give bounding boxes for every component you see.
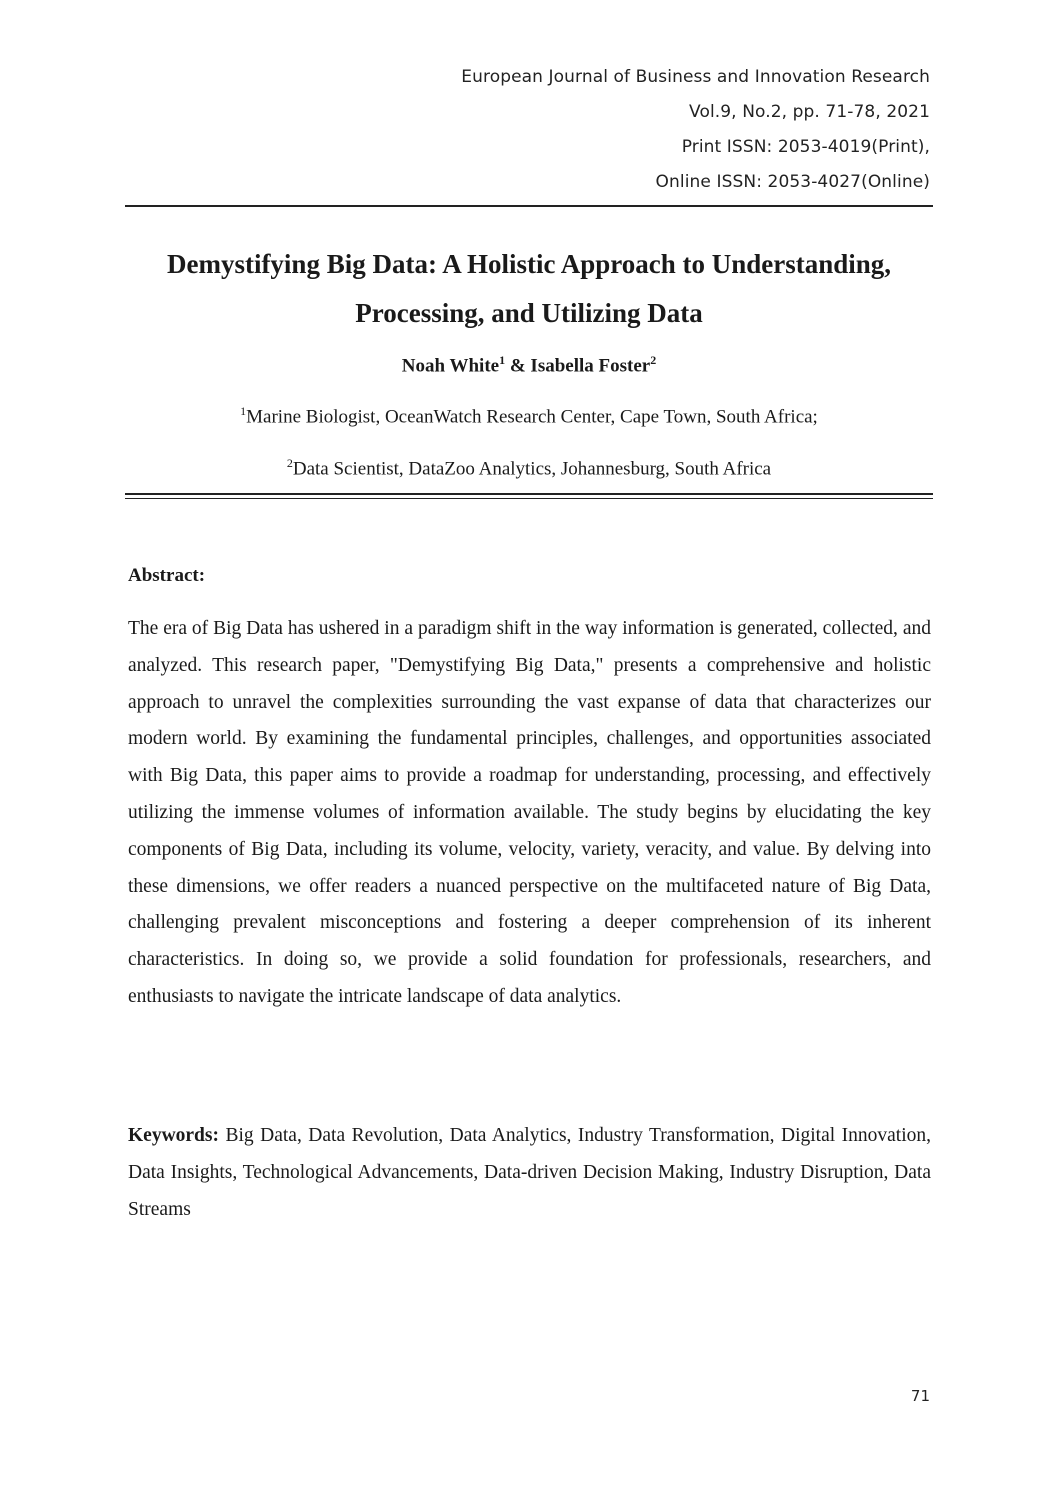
affiliation-text: Data Scientist, DataZoo Analytics, Johannesburg, South Africa bbox=[292, 458, 772, 480]
author-list bbox=[125, 353, 933, 377]
author-marker: 1 bbox=[499, 353, 506, 367]
header-divider bbox=[125, 205, 933, 207]
affiliation-marker: 2 bbox=[286, 456, 293, 470]
journal-name: European Journal of Business and Innovation Research bbox=[461, 67, 930, 87]
affiliation-marker: 1 bbox=[240, 404, 247, 418]
keywords-paragraph bbox=[128, 1118, 931, 1228]
affiliation-2 bbox=[125, 456, 933, 480]
keywords-list: Big Data, Data Revolution, Data Analytics, Industry Transformation, Digital Innovation, Data Insights, Technological Advancements, Data-driven Decision Making, Industry Disruption, Data Streams bbox=[128, 1125, 931, 1220]
abstract-body: The era of Big Data has ushered in a paradigm shift in the way information is generated, collected, and analyzed. This research paper, "Demystifying Big Data," presents a comprehensive and holistic approach to unravel the complexities surrounding the vast expanse of data that characterizes our modern world. By examining the fundamental principles, challenges, and opportunities associated with Big Data, this paper aims to provide a roadmap for understanding, processing, and effectively utilizing the immense volumes of information available. The study begins by elucidating the key components of Big Data, including its volume, velocity, variety, veracity, and value. By delving into these dimensions, we offer readers a nuanced perspective on the multifaceted nature of Big Data, challenging prevalent misconceptions and fostering a deeper comprehension of its inherent characteristics. In doing so, we provide a solid foundation for professionals, researchers, and enthusiasts to navigate the intricate landscape of data analytics. bbox=[128, 618, 931, 1007]
journal-print-issn: Print ISSN: 2053-4019(Print), bbox=[681, 137, 930, 157]
journal-header bbox=[461, 60, 930, 200]
journal-online-issn: Online ISSN: 2053-4027(Online) bbox=[655, 172, 930, 192]
author-name: Isabella Foster bbox=[530, 355, 651, 377]
page-number: 71 bbox=[910, 1387, 930, 1405]
affiliation-text: Marine Biologist, OceanWatch Research Center, Cape Town, South Africa; bbox=[246, 406, 818, 428]
paper-title bbox=[125, 240, 933, 338]
journal-volume: Vol.9, No.2, pp. 71-78, 2021 bbox=[689, 102, 930, 122]
paper-title-line-1: Demystifying Big Data: A Holistic Approach to Understanding, bbox=[166, 249, 892, 279]
paper-title-line-2: Processing, and Utilizing Data bbox=[355, 298, 703, 328]
author-separator: & bbox=[505, 355, 531, 377]
author-name: Noah White bbox=[401, 355, 500, 377]
author-marker: 2 bbox=[650, 353, 657, 367]
abstract-heading: Abstract: bbox=[128, 565, 206, 586]
keywords-label: Keywords: bbox=[128, 1125, 219, 1146]
title-block-divider bbox=[125, 493, 933, 499]
affiliation-1 bbox=[125, 404, 933, 428]
